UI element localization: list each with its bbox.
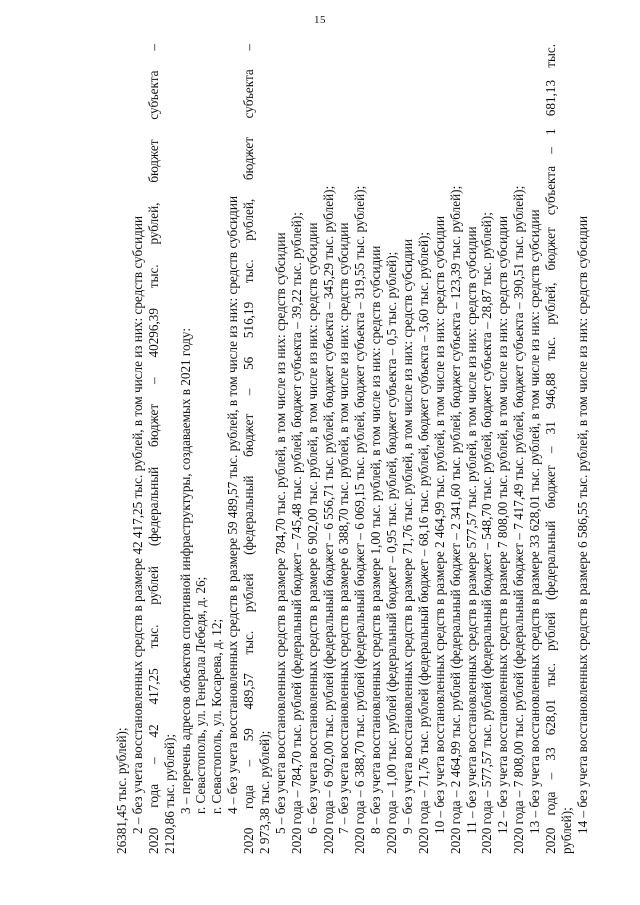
text-line: 2020 года – 6 388,70 тыс. рублей (федеральный бюджет – 6 069,15 тыс. рублей, бюджет субъекта – 319,55 тыс. рублей); [352,185,368,854]
text-line: 2020 года – 33 628,01 тыс. рублей (федеральный бюджет – 31 946,88 тыс. рублей, бюджет субъекта – 1 681,13 тыс. [543,44,559,854]
text-line: 14 – без учета восстановленных средств в размере 6 586,55 тыс. рублей, в том числе из них: средств субсидии [574,216,590,834]
text-line: 12 – без учета восстановленных средств в размере 7 808,00 тыс. рублей, в том числе из них: средств субсидии [495,216,511,834]
text-line: 6 – без учета восстановленных средств в размере 6 902,00 тыс. рублей, в том числе из них: средств субсидии [304,222,320,834]
text-line: 2020 года – 2 464,99 тыс. рублей (федеральный бюджет – 2 341,60 тыс. рублей, бюджет субъекта – 123,39 тыс. рублей); [447,185,463,854]
text-line: 2020 года – 784,70 тыс. рублей (федеральный бюджет – 745,48 тыс. рублей, бюджет субъекта – 39,22 тыс. рублей); [288,212,304,854]
text-line: 2020 года – 577,57 тыс. рублей (федеральный бюджет – 548,70 тыс. рублей, бюджет субъекта – 28,87 тыс. рублей); [479,212,495,854]
text-line: 26381,45 тыс. рублей); [114,727,129,854]
text-line: 2020 года – 1,00 тыс. рублей (федеральный бюджет – 0,95 тыс. рублей, бюджет субъекта – 0,5 тыс. рублей); [384,251,400,854]
text-line: рублей); [558,807,574,854]
text-line: 2020 года – 59 489,57 тыс. рублей (федеральный бюджет – 56 516,19 тыс. рублей, бюджет субъекта – [241,44,257,854]
text-line: 13 – без учета восстановленных средств в размере 33 628,01 тыс. рублей, в том числе из них: средств субсидии [527,209,543,834]
text-line: 2120,86 тыс. рублей); [161,734,177,854]
text-line: 2020 года – 7 808,00 тыс. рублей (федеральный бюджет – 7 417,49 тыс. рублей, бюджет субъекта – 390,51 тыс. рублей); [511,185,527,854]
text-line: 10 – без учета восстановленных средств в размере 2 464,99 тыс. рублей, в том числе из них: средств субсидии [431,216,447,834]
text-line: г. Севастополь, ул. Косарева, д. 12; [209,618,225,814]
text-line: 2020 года – 42 417,25 тыс. рублей (федеральный бюджет – 40296,39 тыс. рублей, бюджет субъекта – [145,44,161,854]
text-line: 9 – без учета восстановленных средств в размере 71,76 тыс. рублей, в том числе из них: средств субсидии [400,239,416,834]
document-body [114,44,614,854]
text-line: 11 – без учета восстановленных средств в размере 577,57 тыс. рублей, в том числе из них: средств субсидии [463,226,479,834]
text-line: 3 – перечень адресов объектов спортивной инфраструктуры, создаваемых в 2021 году: [177,327,193,814]
text-line: 8 – без учета восстановленных средств в размере 1,00 тыс. рублей, в том числе из них: средств субсидии [368,245,384,834]
text-line: 2 973,38 тыс. рублей); [257,730,273,854]
text-line: г. Севастополь, ул. Генерала Лебедя, д. 26; [193,576,209,814]
text-line: 7 – без учета восстановленных средств в размере 6 388,70 тыс. рублей, в том числе из них: средств субсидии [336,222,352,834]
text-line: 4 – без учета восстановленных средств в размере 59 489,57 тыс. рублей, в том числе из них: средств субсидии [225,196,241,814]
text-line: 5 – без учета восстановленных средств в размере 784,70 тыс. рублей, в том числе из них: средств субсидии [272,232,288,834]
text-line: 2020 года – 6 902,00 тыс. рублей (федеральный бюджет – 6 556,71 тыс. рублей, бюджет субъекта – 345,29 тыс. рублей); [320,185,336,854]
rotated-text-area [114,44,614,854]
text-line: 2 – без учета восстановленных средств в размере 42 417,25 тыс. рублей, в том числе из них: средств субсидии [129,216,145,834]
page-number: 15 [314,14,326,26]
text-line: 2020 года – 71,76 тыс. рублей (федеральный бюджет – 68,16 тыс. рублей, бюджет субъекта – 3,60 тыс. рублей); [415,231,431,854]
